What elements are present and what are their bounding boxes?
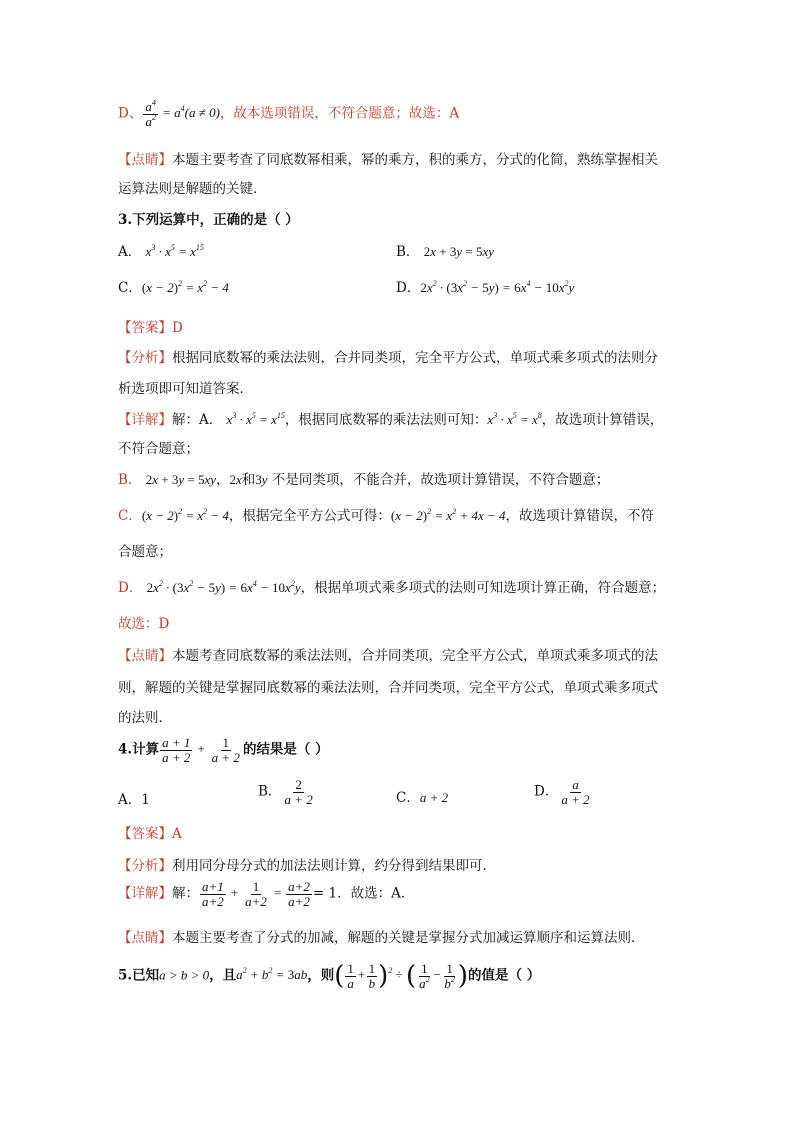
q3-stem: 3.下列运算中，正确的是（ ）: [118, 212, 299, 228]
q3-detail-b: B． 2x + 3y = 5xy，2x和3y 不是同类项，不能合并，故选项计算错误，不符合题意；: [118, 472, 610, 488]
q4-option-d: D． $\frac{a}{a + 2}$: [534, 778, 593, 807]
q3-detail-a: 【详解】解：A． $x^3 \cdot x^5 = x^{15}$，根据同底数幂的乘法法则可知：$x^3 \cdot x^5 = x^8$，故选项计算错误，: [118, 410, 664, 428]
q3-comment-2: 则，解题的关键是掌握同底数幂的乘法法则，合并同类项，完全平方公式，单项式乘多项式: [118, 680, 658, 696]
q3-analysis: 【分析】根据同底数幂的乘法法则，合并同类项，完全平方公式，单项式乘多项式的法则分: [118, 350, 658, 366]
formula: $a^2 + b^2 = 3ab$: [236, 966, 308, 983]
formula: 3y: [255, 472, 268, 487]
q3-comment: 【点睛】本题考查同底数幂的乘法法则，合并同类项，完全平方公式，单项式乘多项式的法: [118, 648, 658, 664]
formula: ( $\frac{1}{a}$ + $\frac{1}{b}$ )$^2$ ÷ ( $\frac{1}{a^2}$ − $\frac{1}{b^2}$ ): [334, 961, 469, 992]
q3-detail-c: C．$(x - 2)^2 = x^2 - 4$，根据完全平方公式可得：$(x - 2)^2 = x^2 + 4x - 4$，故选项计算错误，不符: [118, 506, 655, 524]
q4-option-b: B． $\frac{2}{a + 2}$: [258, 778, 316, 807]
q3-answer: 【答案】D: [118, 320, 183, 336]
q3-option-d: D．$2x^2 \cdot (3x^2 - 5y) = 6x^4 - 10x^2y$: [396, 278, 575, 296]
q3-detail-c-2: 合题意；: [118, 544, 172, 560]
formula: $(x - 2)^2 = x^2 - 4$: [141, 278, 229, 295]
formula: $x^3 \cdot x^5 = x^8$: [487, 410, 542, 427]
formula: 2x: [229, 472, 242, 487]
prev-option-d: D、 $\frac{a^4}{a^2}$ = $a^4(a \ne 0)$，故本选项错误，不符合题意；故选：A: [118, 97, 460, 129]
formula: $\frac{a}{a + 2}$: [561, 777, 590, 807]
formula: $x^3 \cdot x^5 = x^{15}$: [145, 242, 204, 259]
formula: $x^3 \cdot x^5 = x^{15}$: [226, 410, 285, 427]
q4-option-c: C．a + 2: [396, 790, 449, 806]
formula: $\frac{2}{a + 2}$: [284, 777, 313, 807]
q4-comment: 【点睛】本题主要考查了分式的加减，解题的关键是掌握分式加减运算顺序和运算法则．: [118, 930, 645, 946]
q4-detail: 【详解】解： $\frac{a+1}{a+2}$ + $\frac{1}{a+2}$ = $\frac{a+2}{a+2}$ = 1．故选：A．: [118, 879, 415, 909]
formula: 2x + 3y = 5xy: [145, 472, 217, 487]
formula: a + 2: [419, 790, 449, 805]
formula: $(x - 2)^2 = x^2 - 4$: [141, 506, 229, 523]
q3-final: 故选：D: [118, 616, 170, 632]
q3-option-a: A． $x^3 \cdot x^5 = x^{15}$: [118, 242, 204, 260]
formula: a > b > 0: [159, 967, 210, 983]
q3-option-c: C．$(x - 2)^2 = x^2 - 4$: [118, 278, 229, 296]
q4-answer: 【答案】A: [118, 826, 182, 842]
formula: $2x^2 \cdot (3x^2 - 5y) = 6x^4 - 10x^2y$: [420, 278, 575, 295]
q5-stem: 5.已知a > b > 0，且$a^2 + b^2 = 3ab$，则( $\frac{1}{a}$ + $\frac{1}{b}$ )$^2$ ÷ ( $\frac{1}{a^2}$ − $\frac{1}{b^2}$ )的值是（ ）: [118, 961, 541, 992]
formula: $(x - 2)^2 = x^2 + 4x - 4$: [390, 506, 506, 523]
q4-option-a: A．1: [118, 792, 150, 808]
formula: $\frac{a + 1}{a + 2}$ + $\frac{1}{a + 2}$: [162, 735, 240, 765]
formula: $\frac{a^4}{a^2}$ = $a^4(a \ne 0)$: [145, 97, 220, 129]
q3-detail-d: D． $2x^2 \cdot (3x^2 - 5y) = 6x^4 - 10x^2y$，根据单项式乘多项式的法则可知选项计算正确，符合题意；: [118, 578, 666, 596]
formula: $2x^2 \cdot (3x^2 - 5y) = 6x^4 - 10x^2y$: [146, 578, 301, 595]
q3-option-b: B． 2x + 3y = 5xy: [396, 244, 495, 260]
q4-analysis: 【分析】利用同分母分式的加法法则计算，约分得到结果即可．: [118, 858, 496, 874]
prev-comment-2: 运算法则是解题的关键．: [118, 181, 267, 197]
formula: $\frac{a+1}{a+2}$ + $\frac{1}{a+2}$ = $\frac{a+2}{a+2}$: [202, 879, 310, 909]
q3-comment-3: 的法则．: [118, 710, 172, 726]
q3-detail-a-2: 不符合题意；: [118, 441, 199, 457]
q3-analysis-2: 析选项即可知道答案．: [118, 381, 253, 397]
prev-comment: 【点睛】本题主要考查了同底数幂相乘，幂的乘方，积的乘方，分式的化简，熟练掌握相关: [118, 152, 658, 168]
formula: 2x + 3y = 5xy: [423, 244, 495, 259]
q4-stem: 4.计算 $\frac{a + 1}{a + 2}$ + $\frac{1}{a + 2}$ 的结果是（ ）: [118, 735, 329, 765]
